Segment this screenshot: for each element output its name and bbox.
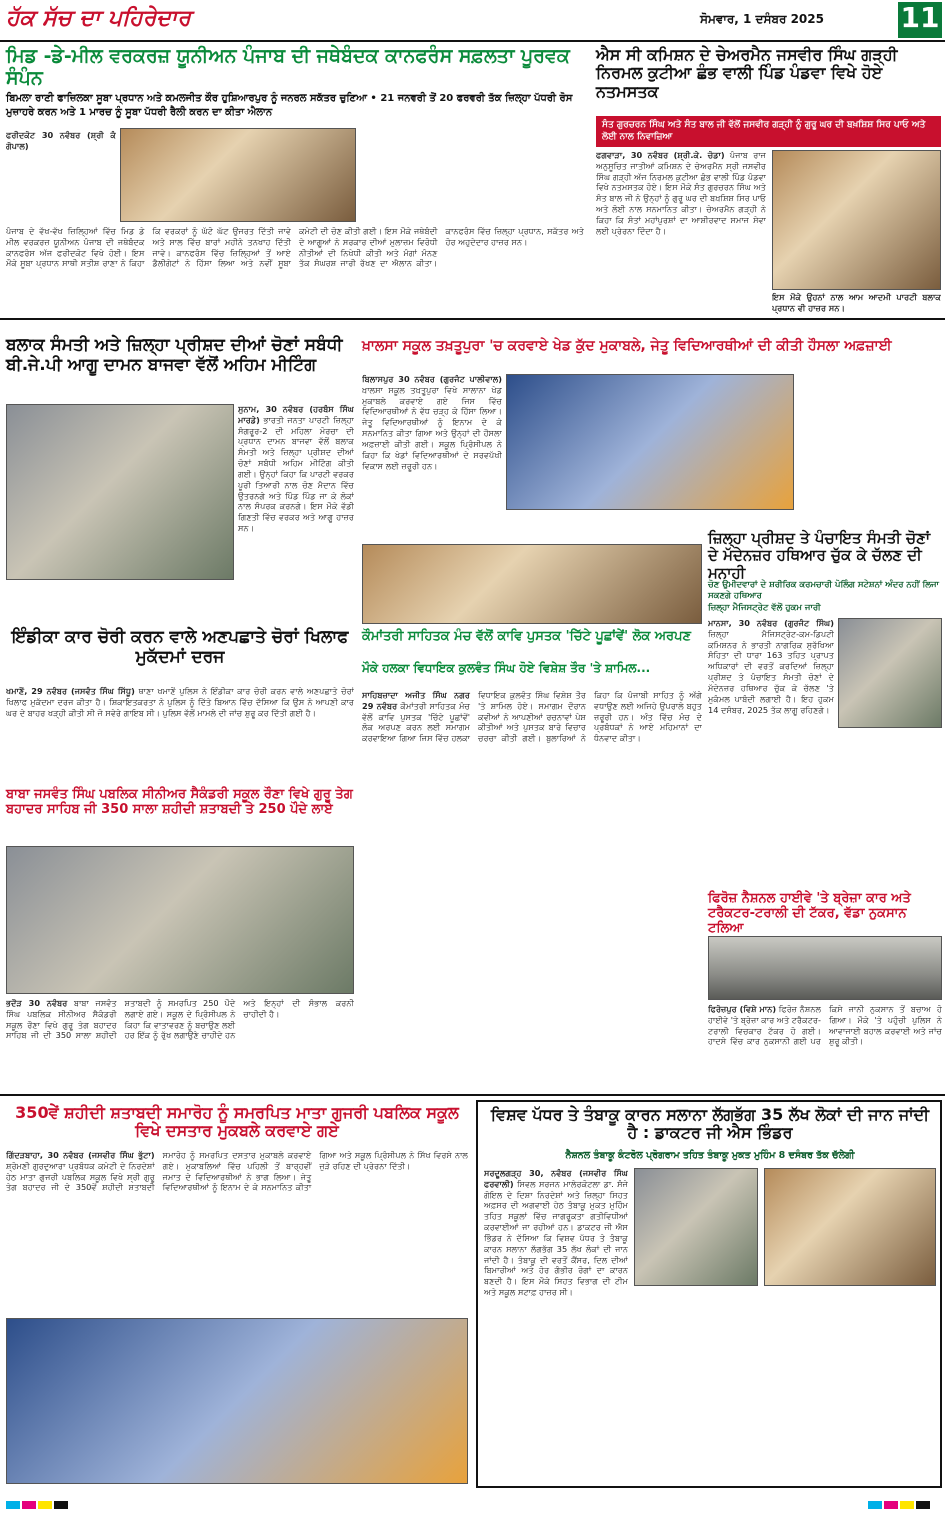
a7-sub1: ਚੋਣ ਉਮੀਦਵਾਰਾਂ ਦੇ ਸ਼ਰੀਰਿਕ ਕਰਮਚਾਰੀ ਪੋਲਿੰਗ ਸਟੇਸ਼ਨਾਂ ਅੰਦਰ ਨਹੀਂ ਲਿਜਾ ਸਕਣਗੇ ਹਥਿਆਰ: [708, 580, 939, 602]
a9-photo: [708, 936, 942, 1000]
a11-photo-2: [764, 1168, 936, 1286]
a6-dateline: ਸਾਹਿਬਜ਼ਾਦਾ ਅਜੀਤ ਸਿੰਘ ਨਗਰ 29 ਨਵੰਬਰ: [362, 690, 470, 711]
a8-photo: [6, 846, 354, 994]
registration-marks: [868, 1494, 932, 1513]
a1-sub1: ਬਿਮਲਾ ਰਾਣੀ ਫਾਜ਼ਿਲਕਾ ਸੂਬਾ ਪ੍ਰਧਾਨ ਅਤੇ ਕਮਲਜੀਤ ਕੌਰ ਹੁਸ਼ਿਆਰਪੁਰ ਨੂੰ ਜਨਰਲ ਸਕੱਤਰ ਚੁਣਿਆ: [6, 93, 367, 104]
a4-body: ਖ਼ਾਲਸਾ ਸਕੂਲ ਤਖ਼ਤੂਪੁਰਾ ਵਿਖੇ ਸਾਲਾਨਾ ਖੇਡ ਮੁਕਾਬਲੇ ਕਰਵਾਏ ਗਏ ਜਿਸ ਵਿੱਚ ਵਿਦਿਆਰਥੀਆਂ ਨੇ ਵੱਧ ਚੜ੍ਹ ਕੇ ਹਿੱਸਾ ਲਿਆ। ਜੇਤੂ ਵਿਦਿਆਰਥੀਆਂ ਨੂੰ ਇਨਾਮ ਦੇ ਕੇ ਸਨਮਾਨਿਤ ਕੀਤਾ ਗਿਆ ਅਤੇ ਉਨ੍ਹਾਂ ਦੀ ਹੌਸਲਾ ਅਫ਼ਜ਼ਾਈ ਕੀਤੀ ਗਈ। ਸਕੂਲ ਪ੍ਰਿੰਸੀਪਲ ਨੇ ਕਿਹਾ ਕਿ ਖੇਡਾਂ ਵਿਦਿਆਰਥੀਆਂ ਦੇ ਸਰਵਪੱਖੀ ਵਿਕਾਸ ਲਈ ਜ਼ਰੂਰੀ ਹਨ।: [362, 384, 502, 471]
a5-body: ਥਾਣਾ ਖਮਾਣੋਂ ਪੁਲਿਸ ਨੇ ਇੰਡੀਕਾ ਕਾਰ ਚੋਰੀ ਕਰਨ ਵਾਲੇ ਅਣਪਛਾਤੇ ਚੋਰਾਂ ਖਿਲਾਫ ਮੁਕੱਦਮਾ ਦਰਜ ਕੀਤਾ ਹੈ। ਸ਼ਿਕਾਇਤਕਰਤਾ ਨੇ ਪੁਲਿਸ ਨੂੰ ਦਿੱਤੇ ਬਿਆਨ ਵਿੱਚ ਦੱਸਿਆ ਕਿ ਉਸ ਨੇ ਆਪਣੀ ਕਾਰ ਘਰ ਦੇ ਬਾਹਰ ਖੜ੍ਹੀ ਕੀਤੀ ਸੀ ਜੋ ਸਵੇਰੇ ਗਾਇਬ ਸੀ। ਪੁਲਿਸ ਵੱਲੋਂ ਮਾਮਲੇ ਦੀ ਜਾਂਚ ਸ਼ੁਰੂ ਕਰ ਦਿੱਤੀ ਗਈ ਹੈ।: [6, 686, 354, 718]
a4-dateline: ਬਿਲਾਸਪੁਰ 30 ਨਵੰਬਰ (ਗੁਰਜੰਟ ਪਾਲੀਵਾਲ): [362, 374, 502, 384]
masthead-date: ਸੋਮਵਾਰ, 1 ਦਸੰਬਰ 2025: [700, 12, 824, 26]
a9-body: ਫਿਰੋਜ਼ ਨੈਸ਼ਨਲ ਹਾਈਵੇ 'ਤੇ ਬ੍ਰੇਜ਼ਾ ਕਾਰ ਅਤੇ ਟਰੈਕਟਰ-ਟਰਾਲੀ ਵਿਚਕਾਰ ਟੱਕਰ ਹੋ ਗਈ। ਹਾਦਸੇ ਵਿੱਚ ਕਾਰ ਨੁਕਸਾਨੀ ਗਈ ਪਰ ਕਿਸੇ ਜਾਨੀ ਨੁਕਸਾਨ ਤੋਂ ਬਚਾਅ ਹੋ ਗਿਆ। ਮੌਕੇ 'ਤੇ ਪਹੁੰਚੀ ਪੁਲਿਸ ਨੇ ਆਵਾਜਾਈ ਬਹਾਲ ਕਰਵਾਈ ਅਤੇ ਜਾਂਚ ਸ਼ੁਰੂ ਕੀਤੀ।: [708, 1004, 942, 1047]
a3-headline: ਬਲਾਕ ਸੰਮਤੀ ਅਤੇ ਜ਼ਿਲ੍ਹਾ ਪ੍ਰੀਸ਼ਦ ਦੀਆਂ ਚੋਣਾਂ ਸਬੰਧੀ ਬੀ.ਜੇ.ਪੀ ਆਗੂ ਦਾਮਨ ਬਾਜਵਾ ਵੱਲੋਂ ਅਹਿਮ ਮੀਟਿੰਗ: [6, 335, 343, 375]
a1-headline: ਮਿਡ -ਡੇ-ਮੀਲ ਵਰਕਰਜ਼ ਯੂਨੀਅਨ ਪੰਜਾਬ ਦੀ ਜਥੇਬੰਦਕ ਕਾਨਫਰੰਸ ਸਫ਼ਲਤਾ ਪੂਰਵਕ ਸੰਪੰਨ: [6, 45, 570, 89]
a4-photo: [506, 374, 794, 510]
a6-headline: ਕੌਮਾਂਤਰੀ ਸਾਹਿਤਕ ਮੰਚ ਵੱਲੋਂ ਕਾਵਿ ਪੁਸਤਕ 'ਚਿੱਟੇ ਪੂਛਾਂਵੇਂ' ਲੋਕ ਅਰਪਣ: [362, 629, 691, 644]
divider: [0, 318, 945, 320]
a2-body: ਪੰਜਾਬ ਰਾਜ ਅਨੁਸੂਚਿਤ ਜਾਤੀਆਂ ਕਮਿਸ਼ਨ ਦੇ ਚੇਅਰਮੈਨ ਸ੍ਰੀ ਜਸਵੀਰ ਸਿੰਘ ਗੜ੍ਹੀ ਅੱਜ ਨਿਰਮਲ ਕੁਟੀਆ ਛੰਭ ਵਾਲੀ ਪਿੰਡ ਪੰਡਵਾ ਵਿਖੇ ਨਤਮਸਤਕ ਹੋਏ। ਇਸ ਮੌਕੇ ਸੰਤ ਗੁਰਚਰਨ ਸਿੰਘ ਅਤੇ ਸੰਤ ਬਾਲ ਜੀ ਨੇ ਉਨ੍ਹਾਂ ਨੂੰ ਗੁਰੂ ਘਰ ਦੀ ਬਖ਼ਸ਼ਿਸ਼ ਸਿਰ ਪਾਓ ਅਤੇ ਲੋਈ ਨਾਲ ਸਨਮਾਨਿਤ ਕੀਤਾ। ਚੇਅਰਮੈਨ ਗੜ੍ਹੀ ਨੇ ਕਿਹਾ ਕਿ ਸੰਤਾਂ ਮਹਾਂਪੁਰਸ਼ਾਂ ਦਾ ਆਸ਼ੀਰਵਾਦ ਸਮਾਜ ਸੇਵਾ ਲਈ ਪ੍ਰੇਰਨਾ ਦਿੰਦਾ ਹੈ।: [596, 150, 766, 236]
a7-body: ਜ਼ਿਲ੍ਹਾ ਮੈਜਿਸਟ੍ਰੇਟ-ਕਮ-ਡਿਪਟੀ ਕਮਿਸ਼ਨਰ ਨੇ ਭਾਰਤੀ ਨਾਗਰਿਕ ਸੁਰੱਖਿਆ ਸੰਹਿਤਾ ਦੀ ਧਾਰਾ 163 ਤਹਿਤ ਪ੍ਰਾਪਤ ਅਧਿਕਾਰਾਂ ਦੀ ਵਰਤੋਂ ਕਰਦਿਆਂ ਜ਼ਿਲ੍ਹਾ ਪ੍ਰੀਸ਼ਦ ਤੇ ਪੰਚਾਇਤ ਸੰਮਤੀ ਚੋਣਾਂ ਦੇ ਮੱਦੇਨਜ਼ਰ ਹਥਿਆਰ ਚੁੱਕ ਕੇ ਚੱਲਣ 'ਤੇ ਮੁਕੰਮਲ ਪਾਬੰਦੀ ਲਗਾਈ ਹੈ। ਇਹ ਹੁਕਮ 14 ਦਸੰਬਰ, 2025 ਤੱਕ ਲਾਗੂ ਰਹਿਣਗੇ।: [708, 628, 834, 715]
a10-body: ਸ਼੍ਰੋਮਣੀ ਗੁਰਦੁਆਰਾ ਪ੍ਰਬੰਧਕ ਕਮੇਟੀ ਦੇ ਨਿਰਦੇਸ਼ਾਂ ਹੇਠ ਮਾਤਾ ਗੁਜਰੀ ਪਬਲਿਕ ਸਕੂਲ ਵਿਖੇ ਸ੍ਰੀ ਗੁਰੂ ਤੇਗ ਬਹਾਦਰ ਜੀ ਦੇ 350ਵੇਂ ਸ਼ਹੀਦੀ ਸ਼ਤਾਬਦੀ ਸਮਾਰੋਹ ਨੂੰ ਸਮਰਪਿਤ ਦਸਤਾਰ ਮੁਕਾਬਲੇ ਕਰਵਾਏ ਗਏ। ਮੁਕਾਬਲਿਆਂ ਵਿੱਚ ਪਹਿਲੀ ਤੋਂ ਬਾਰ੍ਹਵੀਂ ਜਮਾਤ ਦੇ ਵਿਦਿਆਰਥੀਆਂ ਨੇ ਭਾਗ ਲਿਆ। ਜੇਤੂ ਵਿਦਿਆਰਥੀਆਂ ਨੂੰ ਇਨਾਮ ਦੇ ਕੇ ਸਨਮਾਨਿਤ ਕੀਤਾ ਗਿਆ ਅਤੇ ਸਕੂਲ ਪ੍ਰਿੰਸੀਪਲ ਨੇ ਸਿੱਖ ਵਿਰਸੇ ਨਾਲ ਜੁੜੇ ਰਹਿਣ ਦੀ ਪ੍ਰੇਰਨਾ ਦਿੱਤੀ।: [6, 1150, 468, 1193]
a5-headline: ਇੰਡੀਕਾ ਕਾਰ ਚੋਰੀ ਕਰਨ ਵਾਲੇ ਅਣਪਛਾਤੇ ਚੋਰਾਂ ਖਿਲਾਫ ਮੁਕੱਦਮਾਂ ਦਰਜ: [11, 627, 349, 667]
a6-sub: ਮੌਕੇ ਹਲਕਾ ਵਿਧਾਇਕ ਕੁਲਵੰਤ ਸਿੰਘ ਹੋਏ ਵਿਸ਼ੇਸ਼ ਤੌਰ 'ਤੇ ਸ਼ਾਮਿਲ...: [362, 661, 651, 675]
a3-photo: [6, 404, 234, 580]
a7-dateline: ਮਾਨਸਾ, 30 ਨਵੰਬਰ (ਗੁਰਜੰਟ ਸਿੰਘ): [708, 618, 834, 628]
a4-headline: ਖ਼ਾਲਸਾ ਸਕੂਲ ਤਖ਼ਤੂਪੁਰਾ 'ਚ ਕਰਵਾਏ ਖੇਡ ਕੁੱਦ ਮੁਕਾਬਲੇ, ਜੇਤੂ ਵਿਦਿਆਰਥੀਆਂ ਦੀ ਕੀਤੀ ਹੌਸਲਾ ਅਫ਼ਜ਼ਾਈ: [362, 338, 892, 354]
a10-dateline: ਗਿੱਦੜਬਾਹਾ, 30 ਨਵੰਬਰ (ਜਸਵੀਰ ਸਿੰਘ ਭੁੱਟਾ): [6, 1150, 155, 1160]
a11-dateline: ਸਰਦੂਲਗੜ੍ਹ 30, ਨਵੰਬਰ (ਜਸਵੀਰ ਸਿੰਘ ਫਰਵਾਲੀ): [484, 1168, 628, 1189]
a11-headline: ਵਿਸ਼ਵ ਪੱਧਰ ਤੇ ਤੰਬਾਕੂ ਕਾਰਨ ਸਲਾਨਾ ਲੱਗਭੱਗ 35 ਲੱਖ ਲੋਕਾਂ ਦੀ ਜਾਨ ਜਾਂਦੀ ਹੈ : ਡਾਕਟਰ ਜੀ ਐਸ ਭਿੰਡਰ: [490, 1105, 930, 1143]
registration-marks: [6, 1494, 70, 1513]
a7-sub2: ਜ਼ਿਲ੍ਹਾ ਮੈਜਿਸਟ੍ਰੇਟ ਵੱਲੋਂ ਹੁਕਮ ਜਾਰੀ: [708, 602, 821, 613]
a2-sub: ਸੰਤ ਗੁਰਚਰਨ ਸਿੰਘ ਅਤੇ ਸੰਤ ਬਾਲ ਜੀ ਵੱਲੋਂ ਜਸਵੀਰ ਗੜ੍ਹੀ ਨੂੰ ਗੁਰੂ ਘਰ ਦੀ ਬਖ਼ਸ਼ਿਸ਼ ਸਿਰ ਪਾਓ ਅਤੇ ਲੋਈ ਨਾਲ ਨਿਵਾਜ਼ਿਆ: [596, 116, 941, 147]
a5-dateline: ਖਮਾਣੋਂ, 29 ਨਵੰਬਰ (ਜਸਵੰਤ ਸਿੰਘ ਸਿੱਧੂ): [6, 686, 135, 696]
a9-headline: ਫਿਰੋਜ਼ ਨੈਸ਼ਨਲ ਹਾਈਵੇ 'ਤੇ ਬ੍ਰੇਜ਼ਾ ਕਾਰ ਅਤੇ ਟਰੈਕਟਰ-ਟਰਾਲੀ ਦੀ ਟੱਕਰ, ਵੱਡਾ ਨੁਕਸਾਨ ਟਲਿਆ: [708, 891, 911, 936]
a1-sub2: 21 ਜਨਵਰੀ ਤੋਂ 20 ਫਰਵਰੀ ਤੱਕ ਜ਼ਿਲ੍ਹਾ ਪੱਧਰੀ ਰੋਸ ਮੁਜ਼ਾਹਰੇ ਕਰਨ ਅਤੇ 1 ਮਾਰਚ ਨੂੰ ਸੂਬਾ ਪੱਧਰੀ ਰੈਲੀ ਕਰਨ ਦਾ ਕੀਤਾ ਐਲਾਨ: [6, 93, 573, 118]
a11-photo-1: [634, 1168, 758, 1286]
a8-headline: ਬਾਬਾ ਜਸਵੰਤ ਸਿੰਘ ਪਬਲਿਕ ਸੀਨੀਅਰ ਸੈਕੰਡਰੀ ਸਕੂਲ ਰੌਣਾ ਵਿਖੇ ਗੁਰੂ ਤੇਗ ਬਹਾਦਰ ਸਾਹਿਬ ਜੀ 350 ਸਾਲਾ ਸ਼ਹੀਦੀ ਸ਼ਤਾਬਦੀ ਤੇ 250 ਪੌਦੇ ਲਾਏ: [6, 787, 353, 817]
divider: [0, 1094, 945, 1096]
a1-photo: [120, 128, 356, 222]
masthead: [0, 0, 945, 42]
a2-dateline: ਫਗਵਾੜਾ, 30 ਨਵੰਬਰ (ਸ਼੍ਰੀ.ਕੇ. ਚੋਡਾ): [596, 150, 725, 160]
a7-subs: [708, 580, 942, 614]
a1-dateline: ਫਰੀਦਕੋਟ 30 ਨਵੰਬਰ (ਸ਼੍ਰੀ ਕੰ ਗੋਪਾਲ): [6, 130, 116, 151]
a2-headline: ਐਸ ਸੀ ਕਮਿਸ਼ਨ ਦੇ ਚੇਅਰਮੈਨ ਜਸਵੀਰ ਸਿੰਘ ਗੜ੍ਹੀ ਨਿਰਮਲ ਕੁਟੀਆ ਛੰਭ ਵਾਲੀ ਪਿੰਡ ਪੰਡਵਾ ਵਿਖੇ ਹੋਏ ਨਤਮਸਤਕ: [596, 45, 898, 101]
a11-sub: ਨੈਸ਼ਨਲ ਤੰਬਾਕੂ ਕੰਟਰੋਲ ਪ੍ਰੋਗਰਾਮ ਤਹਿਤ ਤੰਬਾਕੂ ਮੁਕਤ ਮੁਹਿੰਮ 8 ਦਸੰਬਰ ਤੱਕ ਚੱਲੇਗੀ: [565, 1150, 855, 1161]
a7-headline: ਜ਼ਿਲ੍ਹਾ ਪ੍ਰੀਸ਼ਦ ਤੇ ਪੰਚਾਇਤ ਸੰਮਤੀ ਚੋਣਾਂ ਦੇ ਮੱਦੇਨਜ਼ਰ ਹਥਿਆਰ ਚੁੱਕ ਕੇ ਚੱਲਣ ਦੀ ਮਨਾਹੀ: [708, 529, 931, 582]
a10-photo: [6, 1318, 468, 1484]
a1-body: ਪੰਜਾਬ ਦੇ ਵੱਖ-ਵੱਖ ਜ਼ਿਲ੍ਹਿਆਂ ਵਿੱਚ ਮਿਡ ਡੇ ਮੀਲ ਵਰਕਰਜ਼ ਯੂਨੀਅਨ ਪੰਜਾਬ ਦੀ ਜਥੇਬੰਦਕ ਕਾਨਫਰੰਸ ਅੱਜ ਫਰੀਦਕੋਟ ਵਿਖੇ ਹੋਈ। ਇਸ ਮੌਕੇ ਸੂਬਾ ਪ੍ਰਧਾਨ ਸਾਥੀ ਸਤੀਸ਼ ਰਾਣਾ ਨੇ ਕਿਹਾ ਕਿ ਵਰਕਰਾਂ ਨੂੰ ਘੱਟੋ ਘੱਟ ਉਜਰਤ ਦਿੱਤੀ ਜਾਵੇ ਅਤੇ ਸਾਲ ਵਿੱਚ ਬਾਰਾਂ ਮਹੀਨੇ ਤਨਖਾਹ ਦਿੱਤੀ ਜਾਵੇ। ਕਾਨਫਰੰਸ ਵਿੱਚ ਜ਼ਿਲ੍ਹਿਆਂ ਤੋਂ ਆਏ ਡੈਲੀਗੇਟਾਂ ਨੇ ਹਿੱਸਾ ਲਿਆ ਅਤੇ ਨਵੀਂ ਸੂਬਾ ਕਮੇਟੀ ਦੀ ਚੋਣ ਕੀਤੀ ਗਈ। ਇਸ ਮੌਕੇ ਜਥੇਬੰਦੀ ਦੇ ਆਗੂਆਂ ਨੇ ਸਰਕਾਰ ਦੀਆਂ ਮੁਲਾਜ਼ਮ ਵਿਰੋਧੀ ਨੀਤੀਆਂ ਦੀ ਨਿਖੇਧੀ ਕੀਤੀ ਅਤੇ ਮੰਗਾਂ ਮੰਨਣ ਤੱਕ ਸੰਘਰਸ਼ ਜਾਰੀ ਰੱਖਣ ਦਾ ਐਲਾਨ ਕੀਤਾ। ਕਾਨਫਰੰਸ ਵਿੱਚ ਜ਼ਿਲ੍ਹਾ ਪ੍ਰਧਾਨ, ਸਕੱਤਰ ਅਤੇ ਹੋਰ ਅਹੁਦੇਦਾਰ ਹਾਜ਼ਰ ਸਨ।: [6, 226, 584, 269]
a3-dateline: ਸੁਨਾਮ, 30 ਨਵੰਬਰ (ਹਰਬੰਸ ਸਿੰਘ ਮਾਰਡੇ): [238, 404, 354, 425]
a7-photo: [838, 618, 942, 728]
a6-body: ਕੌਮਾਂਤਰੀ ਸਾਹਿਤਕ ਮੰਚ ਵੱਲੋਂ ਕਾਵਿ ਪੁਸਤਕ 'ਚਿੱਟੇ ਪੂਛਾਂਵੇਂ' ਲੋਕ ਅਰਪਣ ਕਰਨ ਲਈ ਸਮਾਗਮ ਕਰਵਾਇਆ ਗਿਆ ਜਿਸ ਵਿੱਚ ਹਲਕਾ ਵਿਧਾਇਕ ਕੁਲਵੰਤ ਸਿੰਘ ਵਿਸ਼ੇਸ਼ ਤੌਰ 'ਤੇ ਸ਼ਾਮਿਲ ਹੋਏ। ਸਮਾਗਮ ਦੌਰਾਨ ਕਵੀਆਂ ਨੇ ਆਪਣੀਆਂ ਰਚਨਾਵਾਂ ਪੇਸ਼ ਕੀਤੀਆਂ ਅਤੇ ਪੁਸਤਕ ਬਾਰੇ ਵਿਚਾਰ ਚਰਚਾ ਕੀਤੀ ਗਈ। ਬੁਲਾਰਿਆਂ ਨੇ ਕਿਹਾ ਕਿ ਪੰਜਾਬੀ ਸਾਹਿਤ ਨੂੰ ਅੱਗੇ ਵਧਾਉਣ ਲਈ ਅਜਿਹੇ ਉਪਰਾਲੇ ਬਹੁਤ ਜ਼ਰੂਰੀ ਹਨ। ਅੰਤ ਵਿੱਚ ਮੰਚ ਦੇ ਪ੍ਰਬੰਧਕਾਂ ਨੇ ਆਏ ਮਹਿਮਾਨਾਂ ਦਾ ਧੰਨਵਾਦ ਕੀਤਾ।: [362, 690, 702, 744]
a8-body: ਬਾਬਾ ਜਸਵੰਤ ਸਿੰਘ ਪਬਲਿਕ ਸੀਨੀਅਰ ਸੈਕੰਡਰੀ ਸਕੂਲ ਰੌਣਾ ਵਿਖੇ ਗੁਰੂ ਤੇਗ ਬਹਾਦਰ ਸਾਹਿਬ ਜੀ ਦੀ 350 ਸਾਲਾ ਸ਼ਹੀਦੀ ਸ਼ਤਾਬਦੀ ਨੂੰ ਸਮਰਪਿਤ 250 ਪੌਦੇ ਲਗਾਏ ਗਏ। ਸਕੂਲ ਦੇ ਪ੍ਰਿੰਸੀਪਲ ਨੇ ਕਿਹਾ ਕਿ ਵਾਤਾਵਰਣ ਨੂੰ ਬਚਾਉਣ ਲਈ ਹਰ ਇੱਕ ਨੂੰ ਰੁੱਖ ਲਗਾਉਣੇ ਚਾਹੀਦੇ ਹਨ ਅਤੇ ਇਨ੍ਹਾਂ ਦੀ ਸੰਭਾਲ ਕਰਨੀ ਚਾਹੀਦੀ ਹੈ।: [6, 998, 354, 1041]
masthead-logo: ਹੱਕ ਸੱਚ ਦਾ ਪਹਿਰੇਦਾਰ: [6, 6, 191, 31]
a2-caption: ਇਸ ਮੌਕੇ ਉਹਨਾਂ ਨਾਲ ਆਮ ਆਦਮੀ ਪਾਰਟੀ ਬਲਾਕ ਪ੍ਰਧਾਨ ਵੀ ਹਾਜ਼ਰ ਸਨ।: [772, 292, 941, 313]
a9-dateline: ਫਿਰੋਜ਼ਪੁਰ (ਵਿਸ਼ੇ ਮਾਨ): [708, 1004, 777, 1014]
a6-photo: [362, 544, 702, 624]
a11-body: ਸਿਵਲ ਸਰਜਨ ਮਾਲੇਰਕੋਟਲਾ ਡਾ. ਸੰਜੇ ਗੋਇਲ ਦੇ ਦਿਸ਼ਾ ਨਿਰਦੇਸ਼ਾਂ ਅਤੇ ਜ਼ਿਲ੍ਹਾ ਸਿਹਤ ਅਫ਼ਸਰ ਦੀ ਅਗਵਾਈ ਹੇਠ ਤੰਬਾਕੂ ਮੁਕਤ ਮੁਹਿੰਮ ਤਹਿਤ ਸਕੂਲਾਂ ਵਿੱਚ ਜਾਗਰੂਕਤਾ ਗਤੀਵਿਧੀਆਂ ਕਰਵਾਈਆਂ ਜਾ ਰਹੀਆਂ ਹਨ। ਡਾਕਟਰ ਜੀ ਐਸ ਭਿੰਡਰ ਨੇ ਦੱਸਿਆ ਕਿ ਵਿਸ਼ਵ ਪੱਧਰ ਤੇ ਤੰਬਾਕੂ ਕਾਰਨ ਸਲਾਨਾ ਲੱਗਭੱਗ 35 ਲੱਖ ਲੋਕਾਂ ਦੀ ਜਾਨ ਜਾਂਦੀ ਹੈ। ਤੰਬਾਕੂ ਦੀ ਵਰਤੋਂ ਕੈਂਸਰ, ਦਿਲ ਦੀਆਂ ਬਿਮਾਰੀਆਂ ਅਤੇ ਹੋਰ ਗੰਭੀਰ ਰੋਗਾਂ ਦਾ ਕਾਰਨ ਬਣਦੀ ਹੈ। ਇਸ ਮੌਕੇ ਸਿਹਤ ਵਿਭਾਗ ਦੀ ਟੀਮ ਅਤੇ ਸਕੂਲ ਸਟਾਫ਼ ਹਾਜ਼ਰ ਸੀ।: [484, 1178, 628, 1298]
a1-subheads: ਬਿਮਲਾ ਰਾਣੀ ਫਾਜ਼ਿਲਕਾ ਸੂਬਾ ਪ੍ਰਧਾਨ ਅਤੇ ਕਮਲਜੀਤ ਕੌਰ ਹੁਸ਼ਿਆਰਪੁਰ ਨੂੰ ਜਨਰਲ ਸਕੱਤਰ ਚੁਣਿਆ • 21 ਜਨਵਰੀ ਤੋਂ 20 ਫਰਵਰੀ ਤੱਕ ਜ਼ਿਲ੍ਹਾ ਪੱਧਰੀ ਰੋਸ ਮੁਜ਼ਾਹਰੇ ਕਰਨ ਅਤੇ 1 ਮਾਰਚ ਨੂੰ ਸੂਬਾ ਪੱਧਰੀ ਰੈਲੀ ਕਰਨ ਦਾ ਕੀਤਾ ਐਲਾਨ: [6, 93, 573, 118]
a2-photo: [772, 150, 941, 290]
page-number: 11: [898, 2, 942, 38]
a10-headline: 350ਵੇਂ ਸ਼ਹੀਦੀ ਸ਼ਤਾਬਦੀ ਸਮਾਰੋਹ ਨੂੰ ਸਮਰਪਿਤ ਮਾਤਾ ਗੁਜਰੀ ਪਬਲਿਕ ਸਕੂਲ ਵਿਖੇ ਦਸਤਾਰ ਮੁਕਬਲੇ ਕਰਵਾਏ ਗਏ: [15, 1103, 459, 1141]
a8-dateline: ਭਦੌੜ 30 ਨਵੰਬਰ: [6, 998, 68, 1008]
a3-body: ਭਾਰਤੀ ਜਨਤਾ ਪਾਰਟੀ ਜ਼ਿਲ੍ਹਾ ਸੰਗਰੂਰ-2 ਦੀ ਮਹਿਲਾ ਮੋਰਚਾ ਦੀ ਪ੍ਰਧਾਨ ਦਾਮਨ ਬਾਜਵਾ ਵੱਲੋਂ ਬਲਾਕ ਸੰਮਤੀ ਅਤੇ ਜ਼ਿਲ੍ਹਾ ਪ੍ਰੀਸ਼ਦ ਦੀਆਂ ਚੋਣਾਂ ਸਬੰਧੀ ਅਹਿਮ ਮੀਟਿੰਗ ਕੀਤੀ ਗਈ। ਉਨ੍ਹਾਂ ਕਿਹਾ ਕਿ ਪਾਰਟੀ ਵਰਕਰ ਪੂਰੀ ਤਿਆਰੀ ਨਾਲ ਚੋਣ ਮੈਦਾਨ ਵਿੱਚ ਉਤਰਨਗੇ ਅਤੇ ਪਿੰਡ ਪਿੰਡ ਜਾ ਕੇ ਲੋਕਾਂ ਨਾਲ ਸੰਪਰਕ ਕਰਨਗੇ। ਇਸ ਮੌਕੇ ਵੱਡੀ ਗਿਣਤੀ ਵਿੱਚ ਵਰਕਰ ਅਤੇ ਆਗੂ ਹਾਜ਼ਰ ਸਨ।: [238, 414, 354, 534]
